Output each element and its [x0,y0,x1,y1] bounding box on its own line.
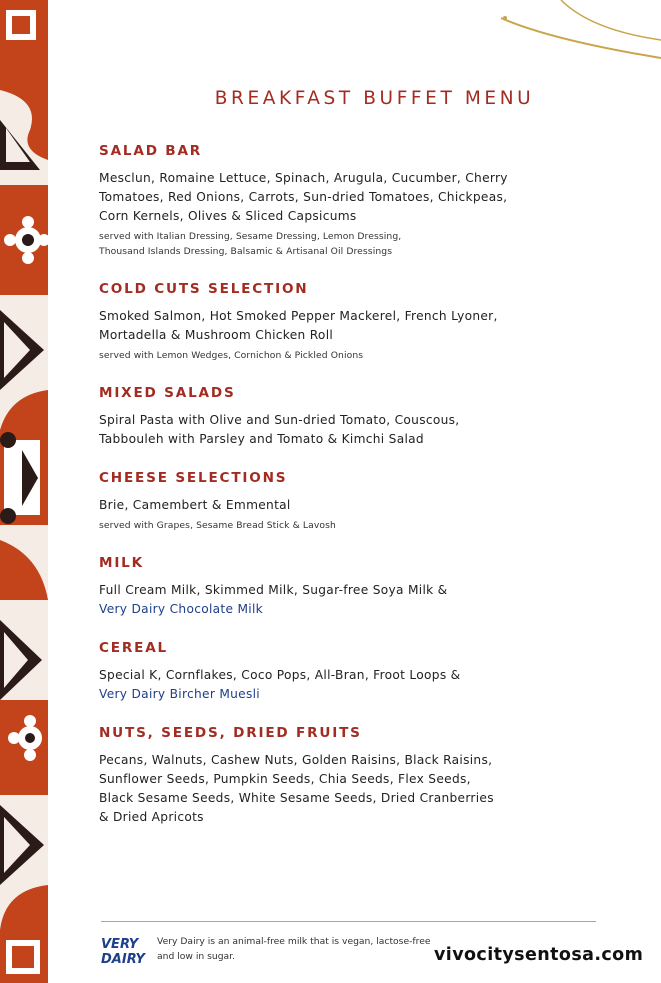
section-items [99,751,494,827]
note-line: served with Grapes, Sesame Bread Stick & Lavosh [99,520,336,531]
section-heading: COLD CUTS SELECTION [99,281,309,297]
note-line: served with Italian Dressing, Sesame Dressing, Lemon Dressing, [99,231,402,242]
items-line: Sunflower Seeds, Pumpkin Seeds, Chia Seeds, Flex Seeds, [99,772,471,786]
section-note [99,518,336,533]
section-heading: MILK [99,555,144,571]
items-line: Black Sesame Seeds, White Sesame Seeds, Dried Cranberries [99,791,494,805]
section-items [99,169,508,226]
section-heading: SALAD BAR [99,143,203,159]
section-items [99,411,459,449]
decorative-border-pattern [0,0,48,983]
very-dairy-footnote [157,934,437,964]
items-line: Corn Kernels, Olives & Sliced Capsicums [99,209,357,223]
items-line: Tabbouleh with Parsley and Tomato & Kimchi Salad [99,432,424,446]
items-line: Brie, Camembert & Emmental [99,498,291,512]
items-line: Pecans, Walnuts, Cashew Nuts, Golden Raisins, Black Raisins, [99,753,493,767]
items-line: Mesclun, Romaine Lettuce, Spinach, Arugula, Cucumber, Cherry [99,171,508,185]
section-items [99,581,447,619]
page-title: BREAKFAST BUFFET MENU [214,88,535,110]
footer-divider [101,921,596,922]
section-items [99,307,498,345]
section-salad-bar [99,143,508,259]
logo-text-line1: VERY [101,937,139,952]
very-dairy-highlight: Very Dairy Chocolate Milk [99,602,264,616]
items-line: Smoked Salmon, Hot Smoked Pepper Mackerel, French Lyoner, [99,309,498,323]
items-line: Full Cream Milk, Skimmed Milk, Sugar-free Soya Milk & [99,583,448,597]
items-line: Spiral Pasta with Olive and Sun-dried Tomato, Couscous, [99,413,460,427]
footnote-line: Very Dairy is an animal-free milk that is vegan, lactose-free [157,936,431,947]
section-cereal [99,640,460,704]
section-items [99,666,460,704]
footnote-line: and low in sugar. [157,951,236,962]
note-line: served with Lemon Wedges, Cornichon & Pickled Onions [99,350,364,361]
section-milk [99,555,447,619]
section-nuts-seeds-dried-fruits [99,725,494,827]
items-line: Tomatoes, Red Onions, Carrots, Sun-dried Tomatoes, Chickpeas, [99,190,508,204]
logo-text-line2: DAIRY [101,952,145,966]
gold-swoosh-decoration [491,0,661,70]
section-note [99,348,498,363]
items-line: & Dried Apricots [99,810,204,824]
section-items [99,496,336,515]
section-heading: CEREAL [99,640,168,656]
very-dairy-logo [100,934,150,966]
items-line: Mortadella & Mushroom Chicken Roll [99,328,334,342]
section-heading: CHEESE SELECTIONS [99,470,288,486]
website-url: vivocitysentosa.com [434,945,644,965]
very-dairy-highlight: Very Dairy Bircher Muesli [99,687,260,701]
items-line: Special K, Cornflakes, Coco Pops, All-Bran, Froot Loops & [99,668,461,682]
section-mixed-salads [99,385,459,449]
section-cheese-selections [99,470,336,533]
section-cold-cuts [99,281,498,363]
section-heading: MIXED SALADS [99,385,236,401]
note-line: Thousand Islands Dressing, Balsamic & Artisanal Oil Dressings [99,246,393,257]
section-note [99,229,508,259]
section-heading: NUTS, SEEDS, DRIED FRUITS [99,725,362,741]
